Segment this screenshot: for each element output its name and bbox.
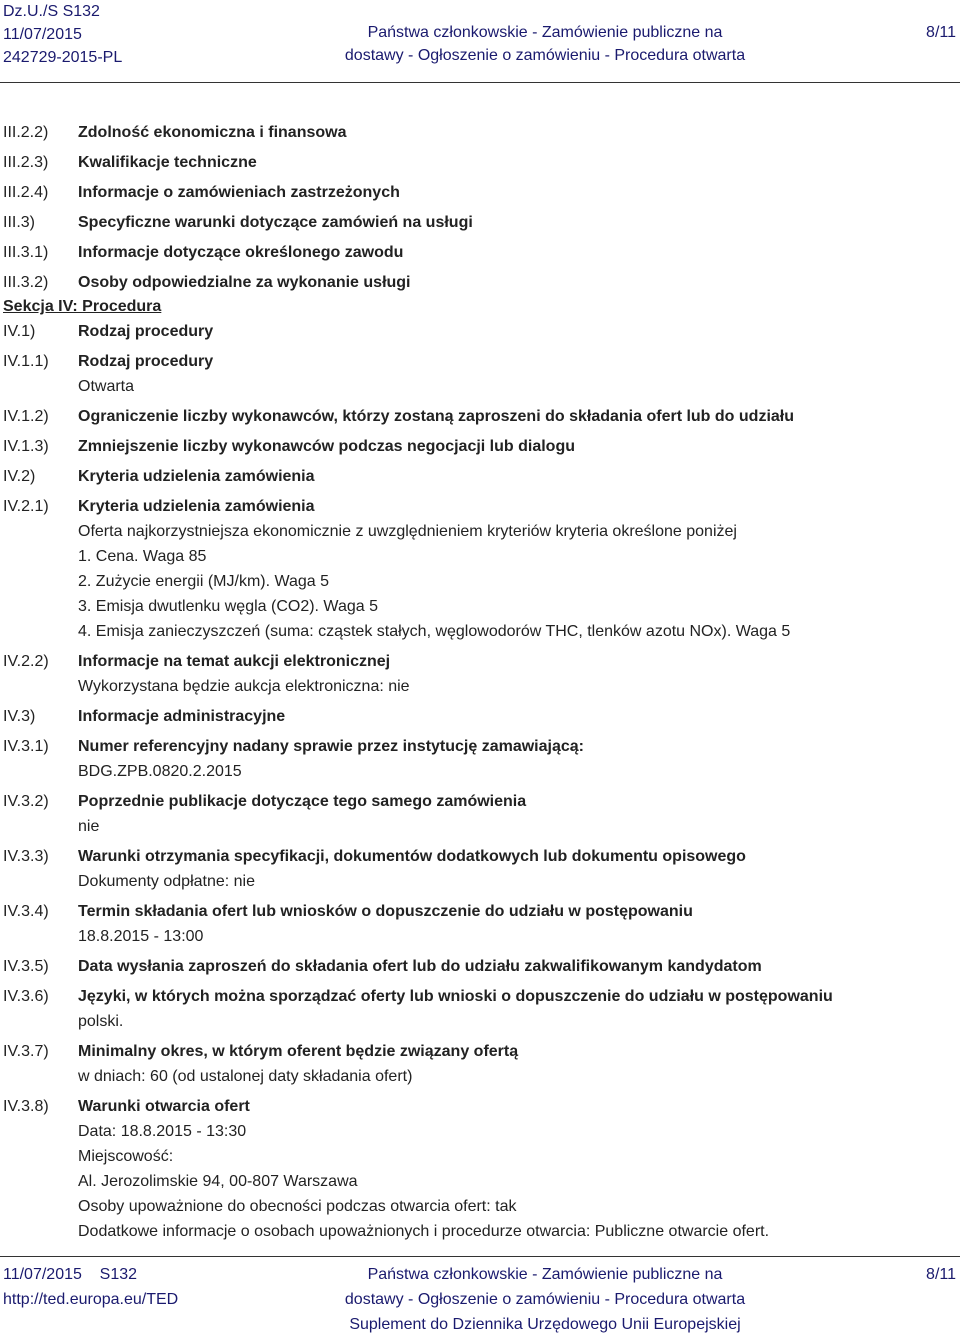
section-number: IV.3.7) xyxy=(3,1043,49,1060)
section-title: Warunki otrzymania specyfikacji, dokumentów dodatkowych lub dokumentu opisowego xyxy=(78,848,746,865)
footer-url: http://ted.europa.eu/TED xyxy=(3,1291,179,1308)
section-title: Minimalny okres, w którym oferent będzie związany ofertą xyxy=(78,1043,519,1060)
journal-ref: Dz.U./S S132 xyxy=(3,3,100,20)
section-text: Otwarta xyxy=(78,378,135,395)
section-content xyxy=(78,434,575,459)
section-title: Rodzaj procedury xyxy=(78,353,214,370)
section-content xyxy=(78,120,346,145)
section-number: IV.1) xyxy=(3,323,36,340)
section-number: IV.1.3) xyxy=(3,438,49,455)
header-center xyxy=(270,21,820,67)
section-content xyxy=(78,464,315,489)
section-number: III.3.2) xyxy=(3,274,49,291)
section-content xyxy=(78,649,410,699)
footer-date: 11/07/2015 S132 xyxy=(3,1266,138,1283)
section-content xyxy=(78,210,473,235)
section-title: Termin składania ofert lub wniosków o dopuszczenie do udziału w postępowaniu xyxy=(78,903,693,920)
footer-page-number: 8/11 xyxy=(926,1266,956,1283)
section-text: 1. Cena. Waga 85 xyxy=(78,548,207,565)
section-number: IV.3.3) xyxy=(3,848,49,865)
page-header xyxy=(0,0,960,96)
footer-center xyxy=(270,1262,820,1337)
section-content xyxy=(78,494,790,644)
section-content xyxy=(78,899,693,949)
section-number: IV.2.1) xyxy=(3,498,49,515)
footer-title-line2: dostawy - Ogłoszenie o zamówieniu - Procedura otwarta xyxy=(344,1291,746,1308)
section-text: 3. Emisja dwutlenku węgla (CO2). Waga 5 xyxy=(78,598,378,615)
section-title: Języki, w których można sporządzać oferty lub wnioski o dopuszczenie do udziału w postępowaniu xyxy=(78,988,833,1005)
section-title: Rodzaj procedury xyxy=(78,323,214,340)
section-title: Zmniejszenie liczby wykonawców podczas negocjacji lub dialogu xyxy=(78,438,575,455)
section-text: 4. Emisja zanieczyszczeń (suma: cząstek stałych, węglowodorów THC, tlenków azotu NOx). Waga 5 xyxy=(78,623,791,640)
section-title: Informacje administracyjne xyxy=(78,708,286,725)
section-number: IV.1.2) xyxy=(3,408,49,425)
section-title: Informacje dotyczące określonego zawodu xyxy=(78,244,404,261)
section-text: Oferta najkorzystniejsza ekonomicznie z uwzględnieniem kryteriów kryteria określone poniżej xyxy=(78,523,737,540)
section-title: Kryteria udzielenia zamówienia xyxy=(78,498,315,515)
section-content xyxy=(78,319,213,344)
section-content xyxy=(78,954,762,979)
section-number: IV.3.1) xyxy=(3,738,49,755)
footer-supplement: Suplement do Dziennika Urzędowego Unii Europejskiej xyxy=(349,1316,741,1333)
section-content xyxy=(78,240,403,265)
section-content xyxy=(78,704,285,729)
section-title: Warunki otwarcia ofert xyxy=(78,1098,250,1115)
section-text: Data: 18.8.2015 - 13:30 xyxy=(78,1123,247,1140)
section-text: Al. Jerozolimskie 94, 00-807 Warszawa xyxy=(78,1173,358,1190)
section-content xyxy=(78,404,794,429)
section-number: IV.3.5) xyxy=(3,958,49,975)
section-number: IV.3.6) xyxy=(3,988,49,1005)
section-text: 2. Zużycie energii (MJ/km). Waga 5 xyxy=(78,573,330,590)
section-content xyxy=(78,734,584,784)
header-left xyxy=(3,0,122,69)
section-title: Ograniczenie liczby wykonawców, którzy zostaną zaproszeni do składania ofert lub do udziału xyxy=(78,408,794,425)
section-number: IV.1.1) xyxy=(3,353,49,370)
section-text: 18.8.2015 - 13:00 xyxy=(78,928,204,945)
section-number: IV.2.2) xyxy=(3,653,49,670)
section-content xyxy=(78,180,400,205)
section-number: IV.3) xyxy=(3,708,36,725)
section-content xyxy=(78,150,257,175)
section-content xyxy=(78,789,526,839)
section-text: nie xyxy=(78,818,100,835)
section-title: Kryteria udzielenia zamówienia xyxy=(78,468,315,485)
section-number: III.2.3) xyxy=(3,154,49,171)
section-title: Kwalifikacje techniczne xyxy=(78,154,257,171)
section-title: Poprzednie publikacje dotyczące tego samego zamówienia xyxy=(78,793,527,810)
section-title: Informacje o zamówieniach zastrzeżonych xyxy=(78,184,400,201)
section-text: Dodatkowe informacje o osobach upoważnionych i procedurze otwarcia: Publiczne otwarcie ofert. xyxy=(78,1223,770,1240)
publication-date: 11/07/2015 xyxy=(3,26,82,43)
section-number: III.2.4) xyxy=(3,184,49,201)
page-number: 8/11 xyxy=(926,24,956,41)
section-content xyxy=(78,844,746,894)
section-title: Numer referencyjny nadany sprawie przez instytucję zamawiającą: xyxy=(78,738,584,755)
header-title-line2: dostawy - Ogłoszenie o zamówieniu - Procedura otwarta xyxy=(344,47,746,64)
section-title: Specyficzne warunki dotyczące zamówień na usługi xyxy=(78,214,473,231)
header-divider xyxy=(0,82,960,83)
section-number: III.3.1) xyxy=(3,244,49,261)
section-number: IV.3.8) xyxy=(3,1098,49,1115)
section-title: Zdolność ekonomiczna i finansowa xyxy=(78,124,347,141)
section-content xyxy=(78,1039,518,1089)
section-text: Osoby upoważnione do obecności podczas otwarcia ofert: tak xyxy=(78,1198,517,1215)
footer-left xyxy=(3,1262,178,1312)
section-number: III.2.2) xyxy=(3,124,49,141)
section-heading: Sekcja IV: Procedura xyxy=(3,298,162,315)
section-text: polski. xyxy=(78,1013,124,1030)
section-number: IV.3.2) xyxy=(3,793,49,810)
section-text: Dokumenty odpłatne: nie xyxy=(78,873,255,890)
section-number: III.3) xyxy=(3,214,36,231)
section-content xyxy=(78,984,833,1034)
section-content xyxy=(78,270,411,295)
section-number: IV.2) xyxy=(3,468,36,485)
section-title: Osoby odpowiedzialne za wykonanie usługi xyxy=(78,274,411,291)
section-text: Miejscowość: xyxy=(78,1148,174,1165)
section-content xyxy=(78,349,213,399)
notice-number: 242729-2015-PL xyxy=(3,49,123,66)
section-title: Data wysłania zaproszeń do składania ofert lub do udziału zakwalifikowanym kandydatom xyxy=(78,958,762,975)
footer-divider xyxy=(0,1256,960,1257)
section-content xyxy=(78,1094,769,1244)
header-title-line1: Państwa członkowskie - Zamówienie publiczne na xyxy=(367,24,723,41)
section-title: Informacje na temat aukcji elektronicznej xyxy=(78,653,391,670)
section-text: Wykorzystana będzie aukcja elektroniczna: nie xyxy=(78,678,410,695)
section-number: IV.3.4) xyxy=(3,903,49,920)
section-text: w dniach: 60 (od ustalonej daty składania ofert) xyxy=(78,1068,413,1085)
section-text: BDG.ZPB.0820.2.2015 xyxy=(78,763,242,780)
footer-title-line1: Państwa członkowskie - Zamówienie publiczne na xyxy=(367,1266,723,1283)
